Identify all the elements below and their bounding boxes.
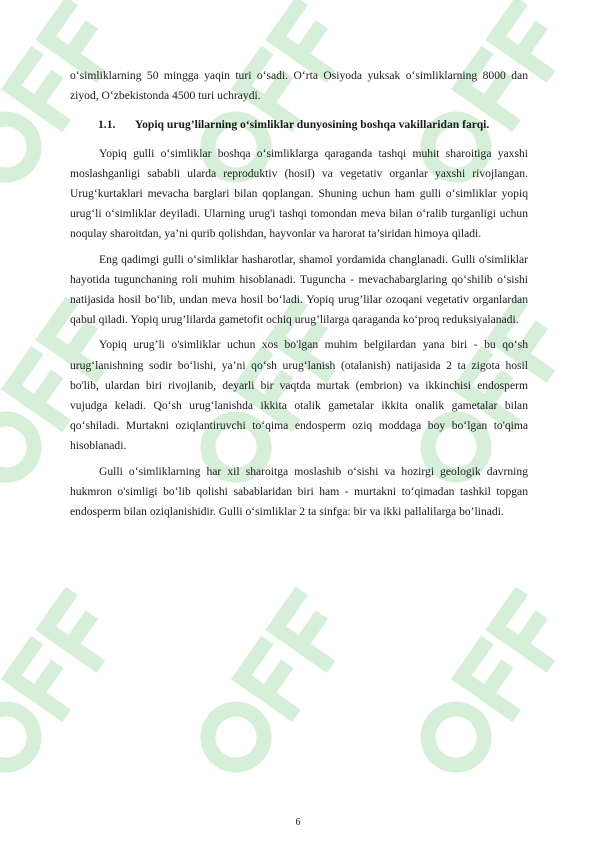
intro-paragraph: o‘simliklarning 50 mingga yaqin turi o‘sadi. O‘rta Osiyoda yuksak o‘simliklarning 8000 dan ziyod, O‘zbekistonda 4500 turi uchraydi. [70,69,528,103]
watermark-mark [415,597,566,777]
section-heading [98,115,528,135]
section-title: Yopiq urug’lilarning o‘simliklar dunyosining boshqa vakillaridan farqi. [135,118,490,132]
paragraph-3: Yopiq urug’li o'simliklar uchun xos bo'lgan muhim belgilardan yana biri - bu qo‘sh urug‘lanishning sodir bo‘lishi, ya’ni qo‘sh urug‘lanish (otalanish) natijasida 2 ta zigota hosil bo'lib, ulardan biri rivojlanib, deyarli bir vaqtda murtak (embrion) va ikkinchisi endosperm vujudga keladi. Qo‘sh urug‘lanishda ikkita otalik gametalar ikkita onalik gametalar bilan qo‘shiladi. Murtakni oziqlantiruvchi to‘qima endosperm oziq moddaga boy bo‘lgan to'qima hisoblanadi. [70,338,528,453]
paragraph-4: Gulli o‘simliklarning har xil sharoitga moslashib o‘sishi va hozirgi geologik davrning hukmron o'simligi bo‘lib qolishi sabablaridan biri ham - murtakni to‘qimadan tashkil topgan endosperm bilan oziqlanishidir. Gulli o‘simliklar 2 ta sinfga: bir va ikki pallalilarga bo’linadi. [70,464,528,519]
paragraph-2: Eng qadimgi gulli o‘simliklar hasharotlar, shamol yordamida changlanadi. Gulli o'simliklar hayotida tugunchaning roli muhim hisoblanadi. Tuguncha - mevachabarglaring qo‘shilib o‘sishi natijasida hosil bo‘lib, undan meva hosil bo‘ladi. Yopiq urug’lilar ozoqani vegetativ organlardan qabul qiladi. Yopiq urug’lilarda gametofit ochiq urug’lilarga qaraganda ko‘proq reduksiyalanadi. [70,252,528,327]
page-body [70,66,528,522]
watermark-mark [195,597,346,777]
watermark-mark [0,597,117,777]
paragraph-1: Yopiq gulli o‘simliklar boshqa o‘simliklarga qaraganda tashqi muhit sharoitiga yaxshi moslashganligi sababli ularda reproduktiv (hosil) va vegetativ organlar yaxshi rivojlangan. Urug‘kurtaklari mevacha barglari bilan qoplangan. Shuning uchun ham gulli o‘simliklar yopiq urug‘li o‘simliklar deyiladi. Ularning urug'i tashqi tomondan meva bilan o‘ralib turganligi uchun noqulay sharoitdan, ya’ni qurib qolishdan, hayvonlar va harorat ta’siridan himoya qiladi. [70,146,528,241]
page-number: 6 [295,817,301,828]
section-number: 1.1. [98,118,116,132]
